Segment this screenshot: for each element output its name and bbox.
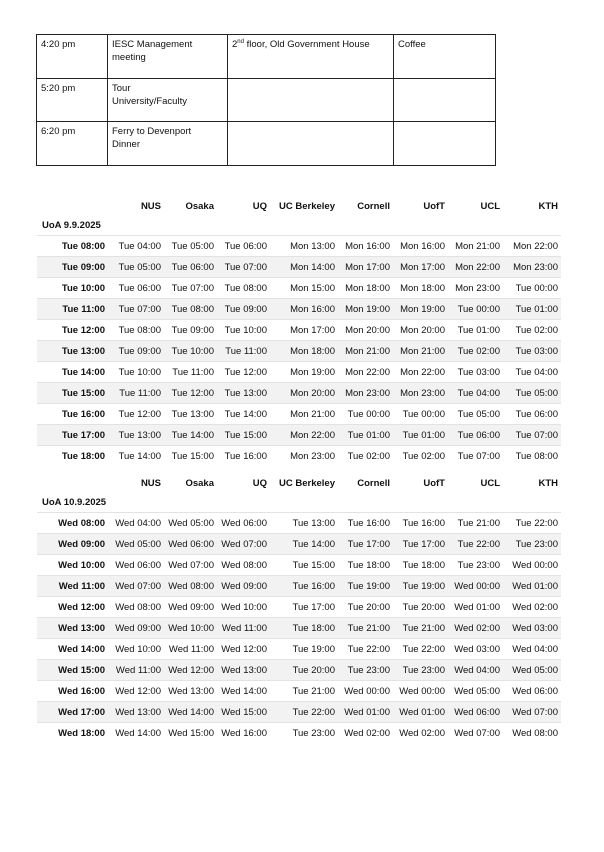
time-cell: Mon 21:00 [455,240,500,252]
time-cell: Wed 14:00 [168,706,214,718]
time-cell: Wed 10:00 [221,601,267,613]
agenda-notes [394,122,496,166]
time-cell: Mon 19:00 [290,366,335,378]
time-cell: Wed 13:00 [221,664,267,676]
column-header: UofT [423,477,445,489]
time-cell: Tue 16:00 [402,517,445,529]
time-cell: Wed 06:00 [221,517,267,529]
row-local-time: Tue 14:00 [61,366,105,378]
time-cell: Tue 15:00 [292,559,335,571]
time-cell: Tue 23:00 [457,559,500,571]
time-cell: Tue 07:00 [118,303,161,315]
time-cell: Tue 14:00 [292,538,335,550]
column-header: Cornell [357,200,390,212]
time-cell: Mon 14:00 [290,261,335,273]
time-cell: Tue 00:00 [457,303,500,315]
time-cell: Tue 10:00 [118,366,161,378]
column-header: UQ [252,477,267,489]
time-cell: Tue 03:00 [515,345,558,357]
agenda-location [228,78,394,122]
time-cell: Mon 15:00 [290,282,335,294]
time-cell: Tue 18:00 [292,622,335,634]
time-cell: Mon 23:00 [345,387,390,399]
time-cell: Wed 13:00 [115,706,161,718]
time-cell: Wed 07:00 [512,706,558,718]
time-cell: Wed 06:00 [454,706,500,718]
row-local-time: Tue 15:00 [61,387,105,399]
column-header: UofT [423,200,445,212]
table-row [37,404,561,425]
date-label-row [37,216,561,236]
time-cell: Tue 12:00 [118,408,161,420]
time-cell: Tue 21:00 [457,517,500,529]
column-header: UCL [480,477,500,489]
time-cell: Tue 23:00 [292,727,335,739]
time-cell: Mon 17:00 [345,261,390,273]
time-cell: Wed 01:00 [399,706,445,718]
time-cell: Mon 22:00 [290,429,335,441]
time-cell: Tue 08:00 [515,450,558,462]
time-cell: Tue 22:00 [347,643,390,655]
time-cell: Wed 01:00 [454,601,500,613]
time-cell: Mon 23:00 [400,387,445,399]
header-blank-cell [37,473,108,493]
agenda-time: 4:20 pm [37,35,108,79]
agenda-table [36,34,496,166]
row-local-time: Wed 16:00 [58,685,105,697]
time-cell: Wed 02:00 [344,727,390,739]
time-cell: Wed 05:00 [168,517,214,529]
table-row [37,576,561,597]
time-cell: Wed 09:00 [115,622,161,634]
time-cell: Tue 07:00 [515,429,558,441]
time-cell: Wed 07:00 [454,727,500,739]
time-cell: Tue 04:00 [457,387,500,399]
column-header: NUS [140,200,161,212]
table-row [37,513,561,534]
time-cell: Mon 17:00 [290,324,335,336]
row-local-time: Tue 17:00 [61,429,105,441]
time-cell: Wed 08:00 [168,580,214,592]
time-cell: Tue 05:00 [118,261,161,273]
agenda-activity: Tour University/Faculty [108,78,228,122]
time-cell: Wed 09:00 [221,580,267,592]
agenda-location [228,122,394,166]
time-cell: Tue 15:00 [171,450,214,462]
time-cell: Mon 16:00 [400,240,445,252]
column-header: Osaka [185,200,214,212]
time-cell: Mon 19:00 [400,303,445,315]
column-header: NUS [140,477,161,489]
time-cell: Tue 09:00 [171,324,214,336]
agenda-row [37,122,496,166]
time-cell: Wed 12:00 [168,664,214,676]
time-cell: Tue 09:00 [118,345,161,357]
row-local-time: Tue 10:00 [61,282,105,294]
time-cell: Wed 06:00 [168,538,214,550]
time-cell: Mon 23:00 [290,450,335,462]
column-header: KTH [538,200,558,212]
time-cell: Tue 20:00 [402,601,445,613]
table-row [37,639,561,660]
table-row [37,320,561,341]
table-row [37,660,561,681]
time-cell: Wed 14:00 [115,727,161,739]
time-cell: Wed 04:00 [454,664,500,676]
row-local-time: Wed 09:00 [58,538,105,550]
time-cell: Wed 12:00 [115,685,161,697]
time-cell: Tue 07:00 [457,450,500,462]
agenda-activity: Ferry to Devenport Dinner [108,122,228,166]
row-local-time: Tue 08:00 [61,240,105,252]
time-cell: Wed 00:00 [344,685,390,697]
time-cell: Mon 21:00 [290,408,335,420]
time-cell: Tue 20:00 [292,664,335,676]
time-cell: Wed 14:00 [221,685,267,697]
time-cell: Wed 02:00 [512,601,558,613]
time-cell: Mon 16:00 [345,240,390,252]
row-local-time: Wed 12:00 [58,601,105,613]
date-label: UoA 10.9.2025 [42,497,107,508]
time-cell: Wed 10:00 [115,643,161,655]
time-cell: Tue 16:00 [224,450,267,462]
column-header: Cornell [357,477,390,489]
time-cell: Mon 16:00 [290,303,335,315]
time-cell: Mon 22:00 [400,366,445,378]
header-blank-cell [37,196,108,216]
time-cell: Tue 01:00 [457,324,500,336]
time-cell: Mon 22:00 [455,261,500,273]
time-cell: Tue 06:00 [515,408,558,420]
time-cell: Mon 22:00 [345,366,390,378]
table-row [37,597,561,618]
column-header: UQ [252,200,267,212]
row-local-time: Tue 09:00 [61,261,105,273]
time-cell: Wed 08:00 [512,727,558,739]
table-row [37,236,561,257]
time-cell: Tue 06:00 [171,261,214,273]
time-cell: Tue 22:00 [457,538,500,550]
time-cell: Mon 21:00 [345,345,390,357]
row-local-time: Wed 11:00 [58,580,105,592]
time-cell: Tue 11:00 [225,345,267,357]
table-row [37,702,561,723]
time-cell: Tue 01:00 [402,429,445,441]
row-local-time: Tue 18:00 [61,450,105,462]
time-cell: Wed 01:00 [344,706,390,718]
time-cell: Tue 17:00 [347,538,390,550]
column-header: Osaka [185,477,214,489]
time-cell: Tue 14:00 [224,408,267,420]
time-cell: Tue 19:00 [402,580,445,592]
time-cell: Tue 17:00 [402,538,445,550]
time-cell: Tue 09:00 [224,303,267,315]
time-cell: Mon 21:00 [400,345,445,357]
time-cell: Wed 05:00 [512,664,558,676]
time-cell: Mon 18:00 [400,282,445,294]
time-cell: Wed 00:00 [512,559,558,571]
time-cell: Tue 23:00 [515,538,558,550]
time-cell: Wed 05:00 [454,685,500,697]
time-cell: Tue 22:00 [515,517,558,529]
time-cell: Tue 02:00 [402,450,445,462]
time-cell: Tue 10:00 [171,345,214,357]
time-cell: Wed 15:00 [168,727,214,739]
time-cell: Tue 14:00 [171,429,214,441]
time-cell: Tue 03:00 [457,366,500,378]
time-cell: Mon 22:00 [513,240,558,252]
timezone-table-day2 [37,473,561,743]
time-cell: Mon 13:00 [290,240,335,252]
time-cell: Tue 05:00 [171,240,214,252]
location-text: 2 [232,39,238,50]
time-cell: Wed 01:00 [512,580,558,592]
time-cell: Tue 21:00 [402,622,445,634]
time-cell: Tue 07:00 [171,282,214,294]
table-row [37,425,561,446]
table-row [37,299,561,320]
column-header: KTH [538,477,558,489]
time-cell: Tue 06:00 [457,429,500,441]
row-local-time: Wed 14:00 [58,643,105,655]
time-cell: Tue 16:00 [347,517,390,529]
time-cell: Tue 01:00 [515,303,558,315]
row-local-time: Wed 08:00 [58,517,105,529]
time-cell: Wed 05:00 [115,538,161,550]
header-row [37,473,561,493]
time-cell: Tue 11:00 [172,366,214,378]
table-row [37,555,561,576]
table-row [37,341,561,362]
row-local-time: Wed 13:00 [58,622,105,634]
time-cell: Mon 18:00 [290,345,335,357]
agenda-activity: IESC Management meeting [108,35,228,79]
time-cell: Wed 04:00 [512,643,558,655]
time-cell: Mon 20:00 [290,387,335,399]
time-cell: Tue 04:00 [515,366,558,378]
time-cell: Wed 02:00 [454,622,500,634]
time-cell: Tue 05:00 [457,408,500,420]
agenda-notes: Coffee [394,35,496,79]
table-row [37,618,561,639]
time-cell: Wed 08:00 [221,559,267,571]
row-local-time: Tue 16:00 [61,408,105,420]
time-cell: Tue 11:00 [119,387,161,399]
time-cell: Tue 12:00 [224,366,267,378]
time-cell: Tue 14:00 [118,450,161,462]
time-cell: Wed 03:00 [512,622,558,634]
time-cell: Tue 22:00 [292,706,335,718]
time-cell: Wed 02:00 [399,727,445,739]
time-cell: Wed 07:00 [115,580,161,592]
location-text: floor, Old Government House [243,39,370,50]
agenda-location [228,35,394,79]
time-cell: Mon 18:00 [345,282,390,294]
time-cell: Tue 08:00 [224,282,267,294]
row-local-time: Tue 13:00 [61,345,105,357]
time-cell: Tue 16:00 [292,580,335,592]
time-cell: Tue 05:00 [515,387,558,399]
time-cell: Tue 13:00 [171,408,214,420]
time-cell: Wed 06:00 [115,559,161,571]
time-cell: Tue 06:00 [118,282,161,294]
time-cell: Tue 19:00 [292,643,335,655]
time-cell: Wed 12:00 [221,643,267,655]
agenda-time: 5:20 pm [37,78,108,122]
time-cell: Mon 20:00 [345,324,390,336]
row-local-time: Wed 15:00 [58,664,105,676]
time-cell: Tue 19:00 [347,580,390,592]
date-label-row [37,493,561,513]
time-cell: Wed 04:00 [115,517,161,529]
table-row [37,383,561,404]
time-cell: Wed 16:00 [221,727,267,739]
time-cell: Mon 19:00 [345,303,390,315]
time-cell: Wed 11:00 [168,643,214,655]
agenda-row [37,35,496,79]
time-cell: Tue 07:00 [224,261,267,273]
column-header: UCL [480,200,500,212]
time-cell: Tue 17:00 [292,601,335,613]
time-cell: Wed 13:00 [168,685,214,697]
location-superscript: nd [237,38,244,45]
time-cell: Tue 08:00 [171,303,214,315]
time-cell: Mon 23:00 [455,282,500,294]
row-local-time: Wed 17:00 [58,706,105,718]
table-row [37,446,561,467]
time-cell: Tue 06:00 [224,240,267,252]
time-cell: Tue 13:00 [118,429,161,441]
table-row [37,681,561,702]
time-cell: Tue 21:00 [292,685,335,697]
time-cell: Tue 22:00 [402,643,445,655]
time-cell: Tue 21:00 [347,622,390,634]
time-cell: Tue 02:00 [457,345,500,357]
agenda-row [37,78,496,122]
time-cell: Wed 10:00 [168,622,214,634]
time-cell: Wed 09:00 [168,601,214,613]
time-cell: Wed 11:00 [115,664,161,676]
time-cell: Wed 15:00 [221,706,267,718]
time-cell: Mon 23:00 [513,261,558,273]
time-cell: Tue 04:00 [118,240,161,252]
row-local-time: Tue 11:00 [62,303,105,315]
timezone-table-day1 [37,196,561,466]
table-row [37,534,561,555]
time-cell: Tue 23:00 [402,664,445,676]
agenda-time: 6:20 pm [37,122,108,166]
time-cell: Tue 00:00 [402,408,445,420]
column-header: UC Berkeley [279,477,335,489]
time-cell: Wed 08:00 [115,601,161,613]
time-cell: Tue 13:00 [292,517,335,529]
time-cell: Tue 00:00 [515,282,558,294]
time-cell: Wed 07:00 [168,559,214,571]
time-cell: Tue 12:00 [171,387,214,399]
row-local-time: Wed 10:00 [58,559,105,571]
column-header: UC Berkeley [279,200,335,212]
table-row [37,257,561,278]
time-cell: Tue 18:00 [347,559,390,571]
time-cell: Tue 10:00 [224,324,267,336]
time-cell: Wed 00:00 [399,685,445,697]
row-local-time: Wed 18:00 [58,727,105,739]
time-cell: Tue 01:00 [347,429,390,441]
time-cell: Wed 00:00 [454,580,500,592]
time-cell: Tue 13:00 [224,387,267,399]
time-cell: Tue 23:00 [347,664,390,676]
time-cell: Tue 00:00 [347,408,390,420]
time-cell: Wed 07:00 [221,538,267,550]
time-cell: Tue 18:00 [402,559,445,571]
time-cell: Tue 20:00 [347,601,390,613]
table-row [37,723,561,744]
agenda-notes [394,78,496,122]
table-row [37,278,561,299]
header-row [37,196,561,216]
time-cell: Tue 08:00 [118,324,161,336]
row-local-time: Tue 12:00 [61,324,105,336]
time-cell: Mon 20:00 [400,324,445,336]
date-label: UoA 9.9.2025 [42,220,101,231]
time-cell: Tue 15:00 [224,429,267,441]
time-cell: Wed 06:00 [512,685,558,697]
time-cell: Tue 02:00 [347,450,390,462]
time-cell: Wed 03:00 [454,643,500,655]
time-cell: Wed 11:00 [221,622,267,634]
table-row [37,362,561,383]
time-cell: Mon 17:00 [400,261,445,273]
time-cell: Tue 02:00 [515,324,558,336]
